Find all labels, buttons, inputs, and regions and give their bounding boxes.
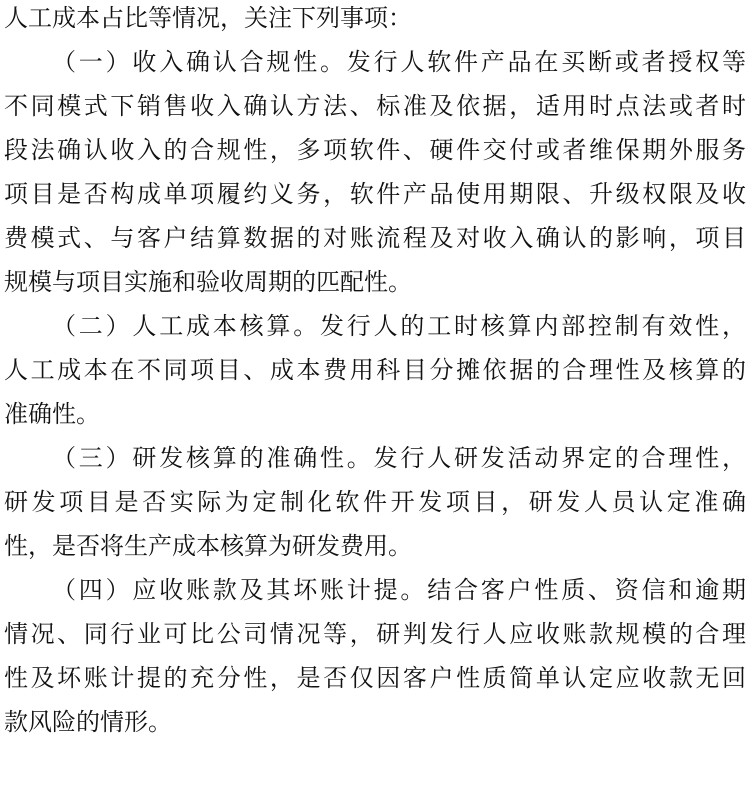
item-1-line: 项目是否构成单项履约义务，软件产品使用期限、升级权限及收: [4, 180, 746, 208]
item-4-line: 性及坏账计提的充分性，是否仅因客户性质简单认定应收款无回: [4, 664, 746, 692]
item-1-line: 费模式、与客户结算数据的对账流程及对收入确认的影响，项目: [4, 224, 746, 252]
item-3-heading-line: （三）研发核算的准确性。发行人研发活动界定的合理性，: [52, 444, 746, 472]
item-4-line: 款风险的情形。: [4, 708, 172, 736]
item-2-line: 人工成本在不同项目、成本费用科目分摊依据的合理性及核算的: [4, 356, 746, 384]
item-4-heading-line: （四）应收账款及其坏账计提。结合客户性质、资信和逾期: [52, 576, 746, 604]
item-2-heading-line: （二）人工成本核算。发行人的工时核算内部控制有效性，: [52, 312, 746, 340]
item-1-heading-line: （一）收入确认合规性。发行人软件产品在买断或者授权等: [52, 48, 746, 76]
item-1-line: 段法确认收入的合规性，多项软件、硬件交付或者维保期外服务: [4, 136, 746, 164]
item-3-line: 研发项目是否实际为定制化软件开发项目，研发人员认定准确: [4, 488, 746, 516]
item-2-line: 准确性。: [4, 400, 100, 428]
item-1-line: 规模与项目实施和验收周期的匹配性。: [4, 268, 412, 296]
intro-line: 人工成本占比等情况，关注下列事项：: [4, 4, 412, 32]
item-1-line: 不同模式下销售收入确认方法、标准及依据，适用时点法或者时: [4, 92, 746, 120]
item-3-line: 性，是否将生产成本核算为研发费用。: [4, 532, 412, 560]
item-4-line: 情况、同行业可比公司情况等，研判发行人应收账款规模的合理: [4, 620, 746, 648]
